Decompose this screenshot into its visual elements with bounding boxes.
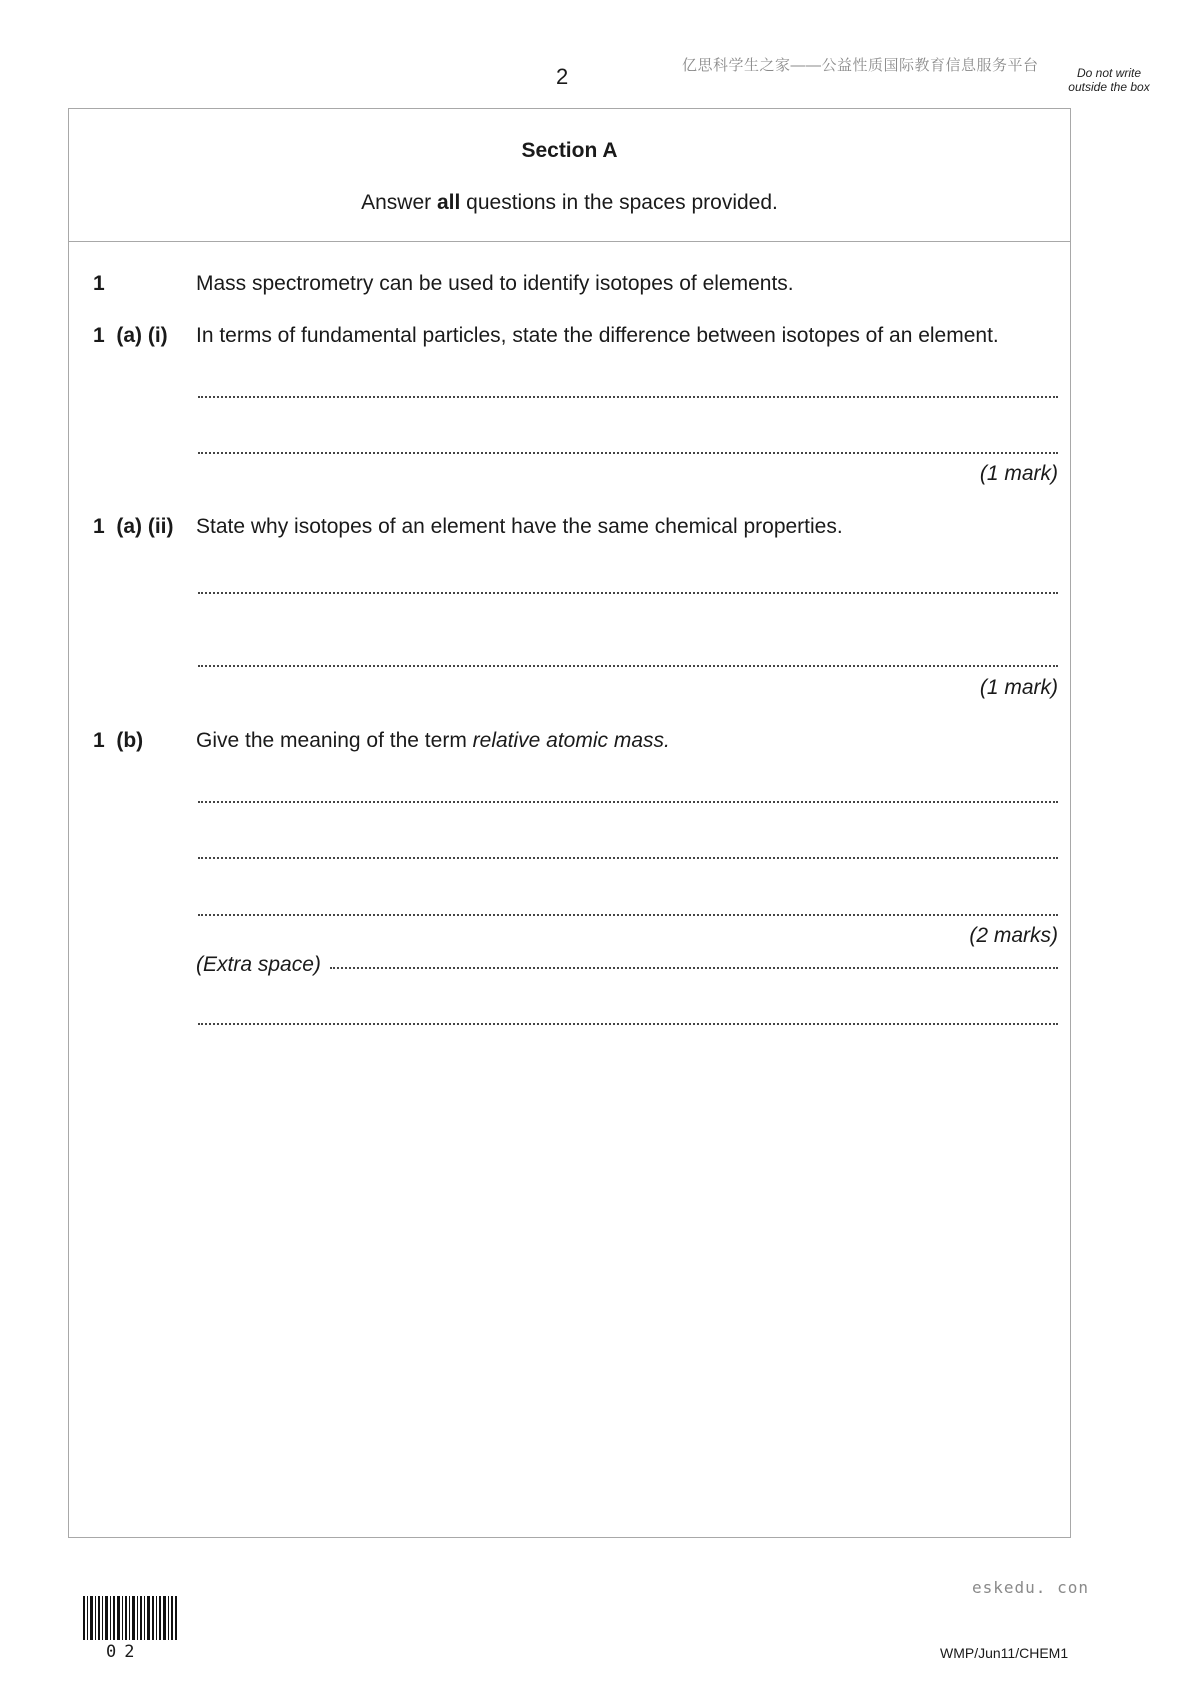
question-1b-term: relative atomic mass. — [472, 729, 670, 752]
question-1ai-number: 1 (a) (i) — [93, 324, 168, 347]
answer-line[interactable] — [198, 665, 1058, 667]
watermark-text: 亿思科学生之家——公益性质国际教育信息服务平台 — [682, 57, 1039, 74]
answer-line[interactable] — [198, 857, 1058, 859]
question-1ai-text: In terms of fundamental particles, state the difference between isotopes of an element. — [196, 324, 999, 347]
question-1aii-text: State why isotopes of an element have the same chemical properties. — [196, 515, 843, 538]
margin-note: Do not write outside the box — [1068, 66, 1150, 94]
question-1b-number: 1 (b) — [93, 729, 144, 752]
answer-line[interactable] — [198, 1023, 1058, 1025]
question-1-number: 1 — [93, 272, 105, 295]
instruction-suffix: questions in the spaces provided. — [460, 191, 778, 214]
answer-line[interactable] — [330, 967, 1058, 969]
question-1aii-number: 1 (a) (ii) — [93, 515, 174, 538]
question-1b-text — [196, 729, 670, 753]
question-1ai-marks: (1 mark) — [979, 462, 1058, 485]
answer-line[interactable] — [198, 592, 1058, 594]
answer-line[interactable] — [198, 396, 1058, 398]
question-1b-marks: (2 marks) — [969, 924, 1058, 947]
answer-box — [68, 108, 1071, 1538]
footer-site-text: eskedu. con — [972, 1578, 1089, 1597]
answer-line[interactable] — [198, 801, 1058, 803]
question-1aii-marks: (1 mark) — [979, 676, 1058, 699]
barcode-icon — [83, 1596, 177, 1640]
page-number: 2 — [556, 64, 569, 89]
section-instruction — [69, 191, 1070, 215]
question-1b-text-prefix: Give the meaning of the term — [196, 729, 473, 752]
section-title: Section A — [521, 139, 618, 162]
answer-line[interactable] — [198, 452, 1058, 454]
paper-code: WMP/Jun11/CHEM1 — [940, 1645, 1069, 1661]
extra-space-label: (Extra space) — [196, 953, 321, 976]
answer-line[interactable] — [198, 914, 1058, 916]
section-header-divider — [69, 241, 1070, 242]
instruction-prefix: Answer — [361, 191, 437, 214]
question-1-text: Mass spectrometry can be used to identify isotopes of elements. — [196, 272, 794, 295]
barcode-digits: 02 — [106, 1642, 143, 1662]
instruction-bold: all — [436, 191, 461, 214]
